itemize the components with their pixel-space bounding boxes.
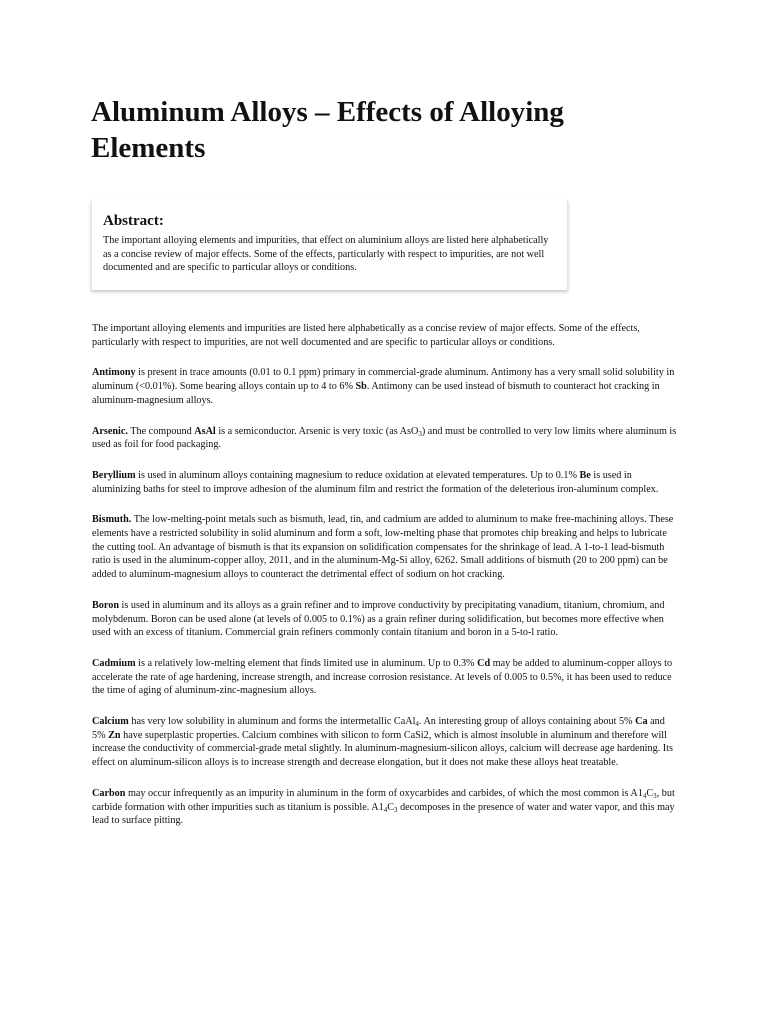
paragraph-beryllium [92,469,678,496]
intro-paragraph: The important alloying elements and impurities are listed here alphabetically as a concise review of major effects. Some of the effects, particularly with respect to impurities, are not well documented and are specific to particular alloys or conditions. [92,323,640,348]
paragraph-arsenic [92,425,678,452]
subscript: 4 [383,805,388,814]
text-segment: and 5% [92,716,665,741]
term-antimony: Antimony [92,367,136,379]
text-segment: is used in aluminum and its alloys as a grain refiner and to improve conductivity by precipitating vanadium, titanium, chromium, and molybdenum. Boron can be used alone (at levels of 0.005 to 0.1%) as a grain refiner during solidification, but becomes more effective when used with an excess of titanium. Commercial grain refiners commonly contain titanium and boron in a 5-to-l ratio. [92,599,665,639]
text-segment: , but carbide formation with other impurities such as titanium is possible. A1 [92,787,675,813]
term-boron: Boron [92,599,119,611]
text-segment: is present in trace amounts (0.01 to 0.1 ppm) primary in commercial-grade aluminum. Antimony has a very small solid solubility in aluminum (<0.01%). Some bearing alloys contain up to 4 to 6% [92,367,675,393]
document-title: Aluminum Alloys – Effects of Alloying Elements [91,96,564,164]
text-segment: is a relatively low-melting element that finds limited use in aluminum. Up to 0.3% [135,657,478,669]
term-calcium: Calcium [92,716,129,728]
text-segment: . Antimony can be used instead of bismuth to counteract hot cracking in aluminum-magnesium alloys. [92,381,660,406]
term-arsenic: Arsenic. [92,425,128,437]
paragraph-bismuth [92,513,678,582]
text-segment: C [387,801,395,813]
paragraph-calcium [92,715,678,770]
text-segment: may be added to aluminum-copper alloys to accelerate the rate of age hardening, increase strength, and increase corrosion resistance. At levels of 0.005 to 0.5%, it has been used to reduce the time of aging of aluminum-zinc-magnesium alloys. [92,657,673,697]
term-carbon: Carbon [92,787,126,799]
text-segment: is used in aluminum alloys containing magnesium to reduce oxidation at elevated temperatures. Up to 0.1% [135,469,580,481]
abstract-heading: Abstract: [103,213,164,229]
compound-asal: AsAl [194,425,216,437]
text-segment: is used in aluminizing baths for steel to improve adhesion of the aluminum film and restrict the formation of the deleterious iron-aluminum complex. [92,469,659,495]
abstract-box [91,200,568,290]
text-segment: decomposes in the presence of water and water vapor, and this may lead to surface pitting. [92,801,675,827]
symbol-sb: Sb [355,381,367,393]
subscript: 4 [415,720,419,729]
paragraph-cadmium [92,657,678,698]
symbol-cd: Cd [477,657,491,669]
text-segment: The compound [127,425,195,437]
abstract-text: The important alloying elements and impurities, that effect on aluminium alloys are listed here alphabetically as a concise review of major effects. Some of the effects, particularly with respect to impurities, are not well documented and are specific to particular alloys or conditions. [103,235,549,274]
text-segment: ) and must be controlled to very low limits where aluminum is used as foil for food packaging. [92,425,677,451]
paragraph-antimony [92,366,678,407]
paragraph-carbon [92,787,678,828]
text-segment: C [646,787,654,799]
symbol-zn: Zn [108,729,121,741]
paragraph-boron [92,599,678,640]
text-segment: is a semiconductor. Arsenic is very toxic (as AsO [215,425,419,437]
symbol-ca: Ca [635,716,648,728]
subscript: 3 [653,791,657,800]
subscript: 3 [418,429,422,438]
text-segment: may occur infrequently as an impurity in aluminum in the form of oxycarbides and carbides, of which the most common is A1 [125,787,643,799]
term-bismuth: Bismuth. [92,514,132,526]
subscript: 4 [642,791,647,800]
term-beryllium: Beryllium [92,469,136,481]
symbol-be: Be [579,469,591,481]
text-segment: have superplastic properties. Calcium combines with silicon to form CaSi2, which is almost insoluble in aluminum and therefore will increase the conductivity of commercial-grade metal slightly. In aluminum-magnesium-silicon alloys, calcium will decrease age hardening. Its effect on aluminum-silicon alloys is to increase strength and decrease elongation, but it does not make these alloys heat treatable. [92,729,673,769]
text-segment: has very low solubility in aluminum and forms the intermetallic CaAl [128,716,416,728]
term-cadmium: Cadmium [92,657,136,669]
document-body [92,322,678,845]
text-segment: . An interesting group of alloys containing about 5% [418,716,636,728]
text-segment: The low-melting-point metals such as bismuth, lead, tin, and cadmium are added to aluminum to make free-machining alloys. These elements have a restricted solubility in solid aluminum and form a soft, low-melting phase that promotes chip breaking and helps to lubricate the cutting tool. An advantage of bismuth is that its expansion on solidification compensates for the shrinkage of lead. A 1-to-1 lead-bismuth ratio is used in the aluminum-copper alloy, 2011, and in the aluminum-Mg-Si alloy, 6262. Small additions of bismuth (20 to 200 ppm) can be added to aluminum-magnesium alloys to counteract the detrimental effect of sodium on hot cracking. [92,514,674,581]
subscript: 3 [394,805,398,814]
